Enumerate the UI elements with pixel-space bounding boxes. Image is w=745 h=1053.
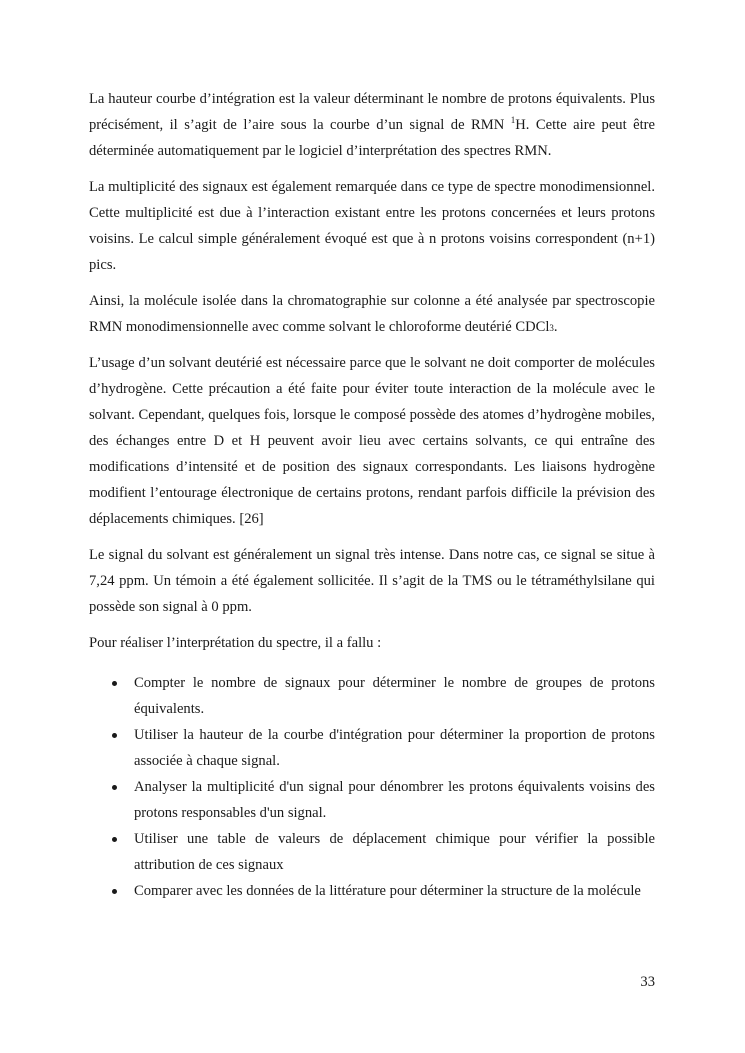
bullet-icon bbox=[112, 837, 117, 842]
list-item bbox=[89, 670, 655, 722]
paragraph-interpretation-intro: Pour réaliser l’interprétation du spectre, il a fallu : bbox=[89, 635, 382, 651]
bullet-icon bbox=[112, 785, 117, 790]
bullet-icon bbox=[112, 681, 117, 686]
list-item-text: Utiliser la hauteur de la courbe d'intégration pour déterminer la proportion de protons associée à chaque signal. bbox=[134, 727, 655, 769]
list-item-text: Comparer avec les données de la littérature pour déterminer la structure de la molécule bbox=[134, 883, 641, 899]
list-item bbox=[89, 826, 655, 878]
paragraph-integration bbox=[89, 86, 655, 164]
paragraph-integration-text-cont: H. Cette aire peut être déterminée automatiquement par le logiciel d’interprétation des spectres RMN. bbox=[89, 117, 655, 159]
paragraph-integration-text: La hauteur courbe d’intégration est la valeur déterminant le nombre de protons équivalents. Plus précisément, il s’agit de l’aire sous la courbe d’un signal de RMN bbox=[89, 91, 655, 133]
paragraph-analysis bbox=[89, 288, 655, 340]
list-item bbox=[89, 774, 655, 826]
list-item bbox=[89, 878, 655, 904]
paragraph-solvent-signal: Le signal du solvant est généralement un signal très intense. Dans notre cas, ce signal se situe à 7,24 ppm. Un témoin a été également sollicitée. Il s’agit de la TMS ou le tétraméthylsilane qui possède son signal à 0 ppm. bbox=[89, 547, 655, 615]
list-item-text: Analyser la multiplicité d'un signal pour dénombrer les protons équivalents voisins des protons responsables d'un signal. bbox=[134, 779, 655, 821]
paragraph-analysis-end: . bbox=[553, 319, 558, 335]
list-item bbox=[89, 722, 655, 774]
superscript-1: 1 bbox=[510, 115, 516, 126]
list-item-text: Compter le nombre de signaux pour déterminer le nombre de groupes de protons équivalents. bbox=[134, 675, 655, 717]
paragraph-multiplicity: La multiplicité des signaux est également remarquée dans ce type de spectre monodimensionnel. Cette multiplicité est due à l’interaction existant entre les protons concernées et leurs protons voisins. Le calcul simple généralement évoqué est que à n protons voisins correspondent (n+1) pics. bbox=[89, 179, 655, 273]
interpretation-steps-list bbox=[89, 670, 655, 904]
bullet-icon bbox=[112, 733, 117, 738]
paragraph-analysis-text: Ainsi, la molécule isolée dans la chromatographie sur colonne a été analysée par spectroscopie RMN monodimensionnelle avec comme solvant le chloroforme deutérié CDCl bbox=[89, 293, 655, 335]
subscript-3: 3 bbox=[549, 323, 554, 333]
list-item-text: Utiliser une table de valeurs de déplacement chimique pour vérifier la possible attribution de ces signaux bbox=[134, 831, 655, 873]
bullet-icon bbox=[112, 889, 117, 894]
page-body bbox=[89, 86, 655, 904]
page-number: 33 bbox=[640, 974, 655, 990]
paragraph-solvent: L’usage d’un solvant deutérié est nécessaire parce que le solvant ne doit comporter de molécules d’hydrogène. Cette précaution a été faite pour éviter toute interaction de la molécule avec le solvant. Cependant, quelques fois, lorsque le composé possède des atomes d’hydrogène mobiles, des échanges entre D et H peuvent avoir lieu avec certains solvants, ce qui entraîne des modifications d’intensité et de position des signaux correspondants. Les liaisons hydrogène modifient l’entourage électronique de certains protons, rendant parfois difficile la prévision des déplacements chimiques. [26] bbox=[89, 355, 655, 527]
